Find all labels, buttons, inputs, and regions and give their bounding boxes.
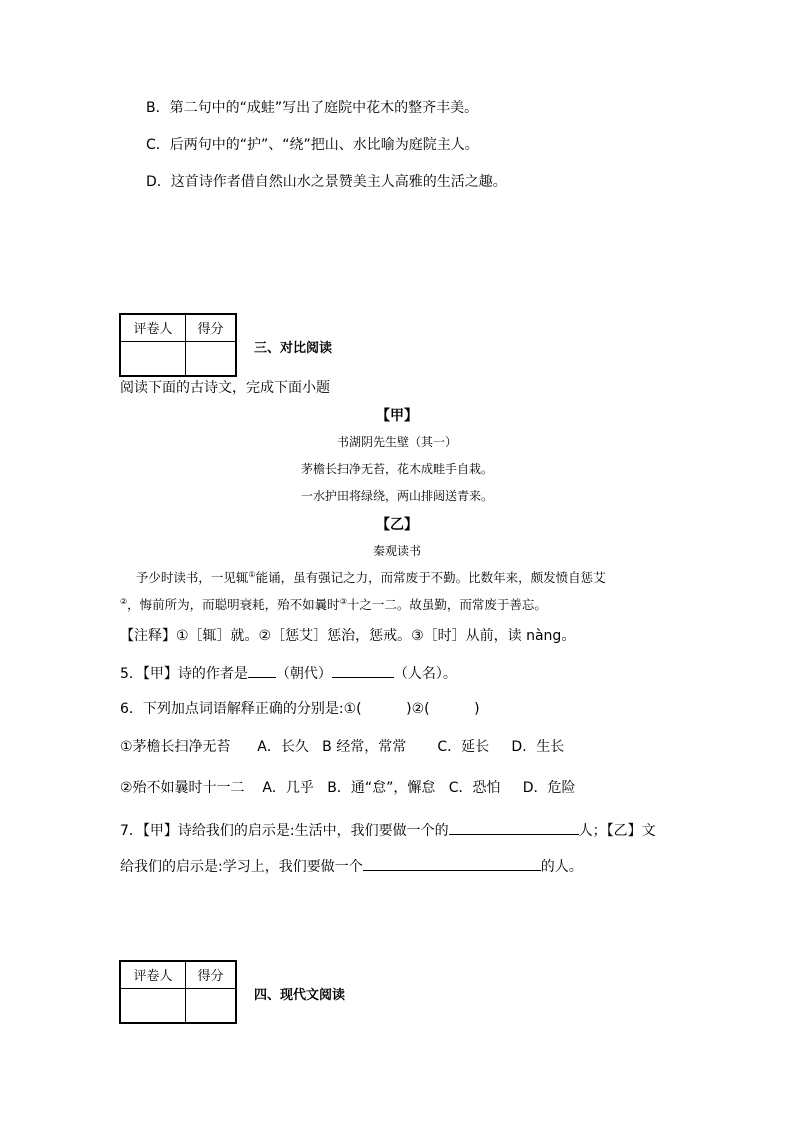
section4-title: 四、现代文阅读 [254,988,346,1003]
prose-line-2: ②，悔前所为，而聪明衰耗，殆不如曩时③十之一二。故虽勤，而常废于善忘。 [120,596,547,612]
q5-dynasty-blank[interactable] [248,662,276,678]
jia-label: 【甲】 [376,408,418,424]
q5-author-blank[interactable] [332,662,394,678]
section3-instruction: 阅读下面的古诗文，完成下面小题 [120,380,330,396]
score-header: 得分 [186,314,237,341]
score-cell[interactable] [186,341,237,376]
annotation-note: 【注释】①［辄］就。②［惩艾］惩治，惩戒。③［时］从前，读 nàng。 [120,628,576,644]
prose-title: 秦观读书 [372,544,421,558]
q7-life-blank[interactable] [449,819,579,835]
prose-line-1: 予少时读书，一见辄①能诵，虽有强记之力，而常废于不勤。比数年来，颇发愤自惩艾 [135,569,606,585]
q7-study-blank[interactable] [363,855,541,871]
poem-line-2: 一水护田将绿绕，两山排闼送青来。 [300,489,493,503]
poem-title: 书湖阴先生壁（其一） [336,435,457,449]
grader-header: 评卷人 [120,314,186,341]
score-cell[interactable] [186,988,237,1023]
yi-label: 【乙】 [376,517,418,533]
score-table-section3 [119,313,237,377]
question-6: 6．下列加点词语解释正确的分别是:①( )②( ) [120,701,480,717]
question-5: 5．【甲】诗的作者是 （朝代） （人名）。 [120,662,457,684]
question-7-line-2: 给我们的启示是:学习上，我们要做一个 的人。 [120,855,583,877]
question-6-item-1: ①茅檐长扫净无苔 A．长久 B 经常，常常 C．延长 D．生长 [120,739,565,755]
poem-line-1: 茅檐长扫净无苔，花木成畦手自栽。 [300,462,493,476]
question-6-item-2: ②殆不如曩时十一二 A．几乎 B．通“怠”，懈怠 C．恐怕 D．危险 [120,780,576,796]
section3-title: 三、对比阅读 [254,341,333,356]
question-7-line-1: 7．【甲】诗给我们的启示是:生活中，我们要做一个的 人；【乙】文 [120,819,656,841]
grader-cell[interactable] [120,988,186,1023]
grader-cell[interactable] [120,341,186,376]
score-table-section4 [119,960,237,1024]
grader-header: 评卷人 [120,961,186,988]
option-b: B．第二句中的“成蛙”写出了庭院中花木的整齐丰美。 [146,100,479,116]
score-header: 得分 [186,961,237,988]
option-d: D．这首诗作者借自然山水之景赞美主人高雅的生活之趣。 [146,174,507,190]
option-c: C．后两句中的“护”、“绕”把山、水比喻为庭院主人。 [146,137,479,153]
